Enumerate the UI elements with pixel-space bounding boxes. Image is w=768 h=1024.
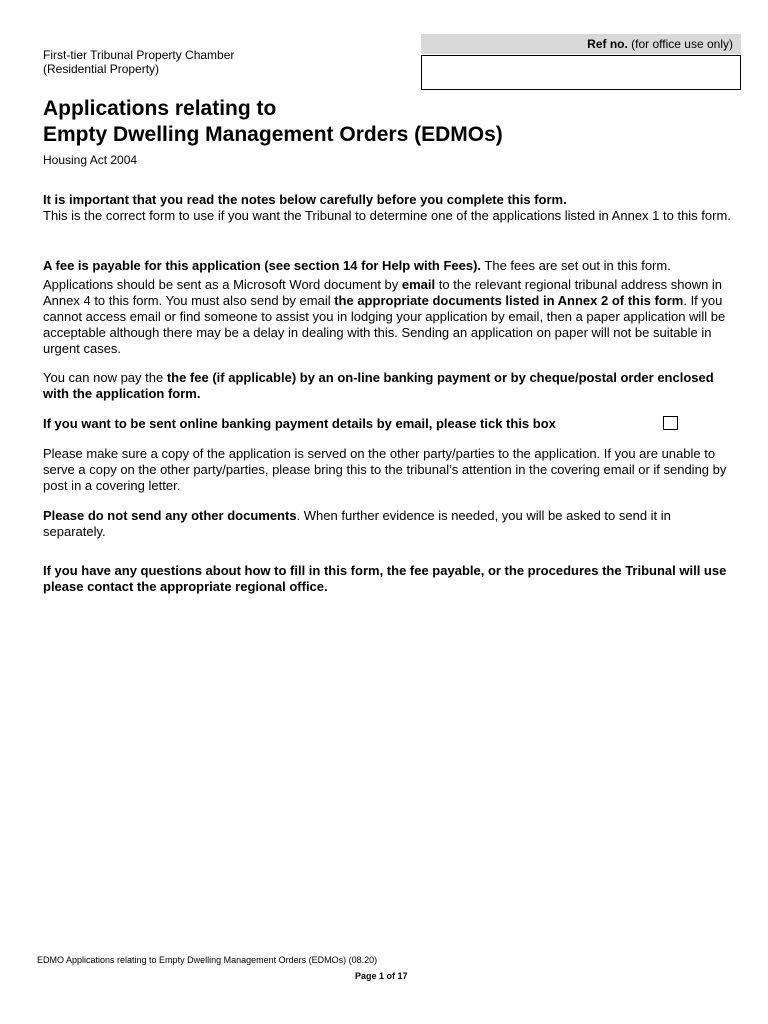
questions-paragraph xyxy=(43,563,733,595)
org-name xyxy=(43,48,234,76)
page-title xyxy=(43,96,503,148)
fee-paragraph xyxy=(43,258,733,274)
org-line-2: (Residential Property) xyxy=(43,62,160,76)
email-text-3: . If you cannot access email or find someone to assist you in lodging your application by email, then a paper application will be acceptable although there may be a delay in dealing with this. Sending an application on paper will not be suitable in urgent cases. xyxy=(43,293,726,356)
serve-paragraph: Please make sure a copy of the application is served on the other party/parties to the application. If you are unable to serve a copy on the other party/parties, please bring this to the tribunal’s attention in the covering email or if sending by post in a covering letter. xyxy=(43,446,727,493)
ref-no-field[interactable] xyxy=(421,55,741,90)
fee-text: The fees are set out in this form. xyxy=(481,258,671,273)
org-line-1: First-tier Tribunal Property Chamber xyxy=(43,48,235,62)
payment-text: You can now pay the xyxy=(43,370,167,385)
email-text-2: to the relevant regional tribunal address shown in Annex 4 to this form. You must also send by email xyxy=(43,277,723,308)
ref-no-header xyxy=(421,34,741,54)
tick-label-text: If you want to be sent online banking payment details by email, please tick this box xyxy=(43,416,556,431)
footer-page-number: Page 1 of 17 xyxy=(355,971,408,981)
ref-no-label: Ref no. xyxy=(587,37,628,51)
page-subtitle: Housing Act 2004 xyxy=(43,153,138,167)
footer-doc-ref: EDMO Applications relating to Empty Dwelling Management Orders (EDMOs) (08.20) xyxy=(37,955,378,965)
questions-bold: If you have any questions about how to fill in this form, the fee payable, or the procedures the Tribunal will use please contact the appropriate regional office. xyxy=(43,563,727,594)
email-bold-2: the appropriate documents listed in Annex 2 of this form xyxy=(334,293,684,308)
payment-bold: the fee (if applicable) by an on-line banking payment or by cheque/postal order enclosed with the application form. xyxy=(43,370,714,401)
payment-paragraph xyxy=(43,370,733,402)
no-docs-text: . When further evidence is needed, you will be asked to send it in separately. xyxy=(43,508,671,539)
tick-label xyxy=(43,416,733,432)
intro-bold: It is important that you read the notes below carefully before you complete this form. xyxy=(43,192,567,207)
email-bold-1: email xyxy=(401,277,436,292)
fee-bold: A fee is payable for this application (see section 14 for Help with Fees). xyxy=(43,258,482,273)
email-text-1: Applications should be sent as a Microsoft Word document by xyxy=(43,277,402,292)
title-line-2: Empty Dwelling Management Orders (EDMOs) xyxy=(43,123,503,146)
no-docs-bold: Please do not send any other documents xyxy=(43,508,297,523)
intro-paragraph xyxy=(43,192,733,224)
no-docs-paragraph xyxy=(43,508,733,540)
title-line-1: Applications relating to xyxy=(43,97,277,120)
email-paragraph xyxy=(43,277,733,357)
intro-text: This is the correct form to use if you want the Tribunal to determine one of the applications listed in Annex 1 to this form. xyxy=(43,208,731,223)
ref-no-note: (for office use only) xyxy=(631,37,733,51)
online-banking-checkbox[interactable] xyxy=(663,416,678,430)
